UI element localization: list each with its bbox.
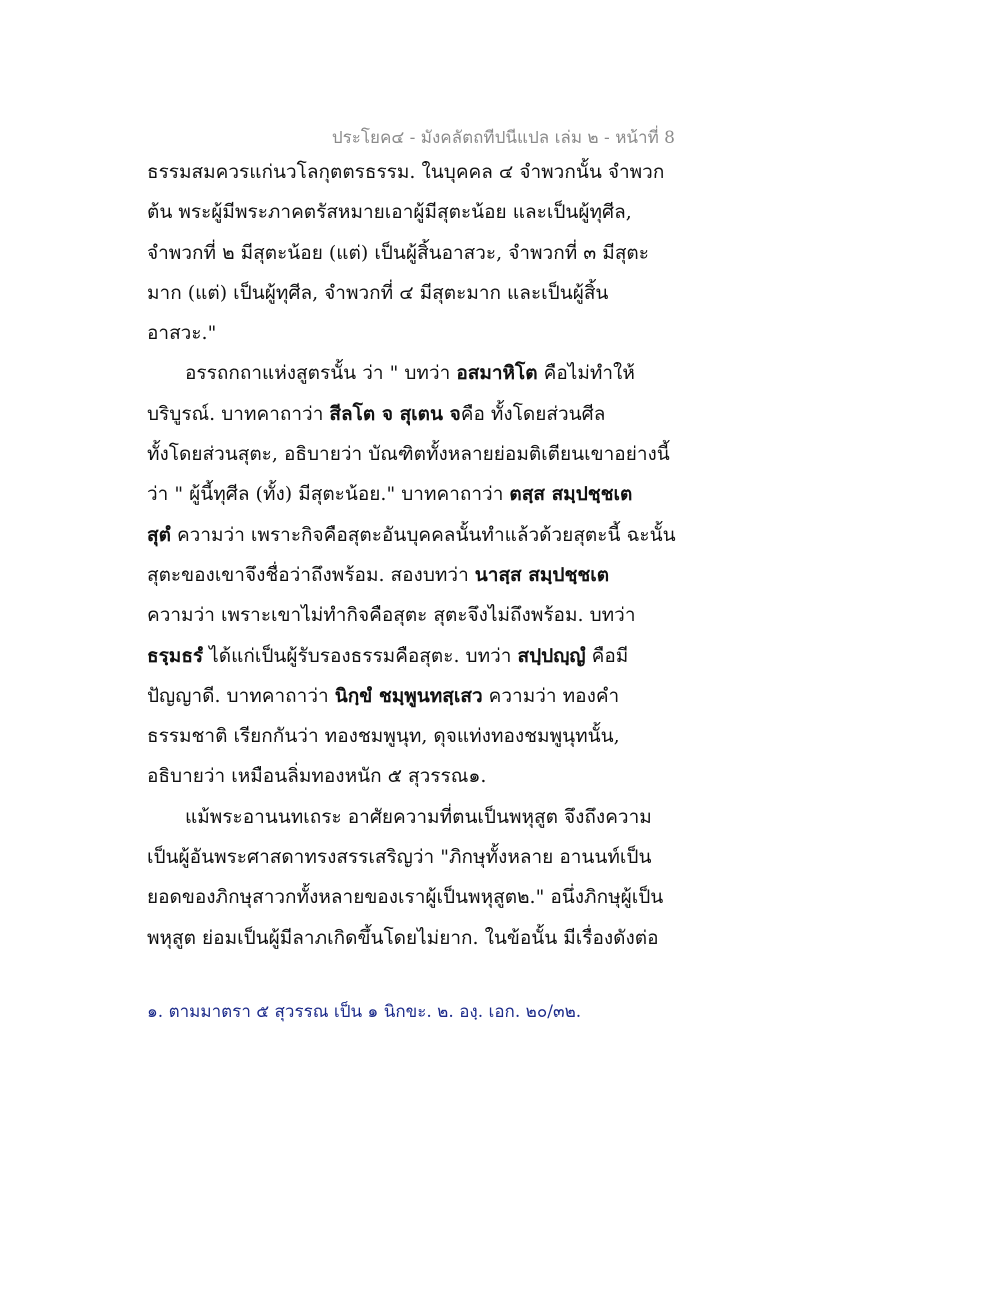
pali-term: สปฺปญฺญํ <box>517 644 586 667</box>
pali-term: นิกฺขํ ชมฺพูนทสฺเสว <box>334 684 483 707</box>
text-line: ธรรมชาติ เรียกกันว่า ทองชมพูนุท, ดุจแท่งทองชมพูนุทนั้น, <box>147 725 620 748</box>
text-segment: ปัญญาดี. บาทคาถาว่า <box>147 684 335 707</box>
body-text <box>147 152 687 958</box>
text-line <box>147 676 687 716</box>
text-line: แม้พระอานนทเถระ อาศัยความที่ตนเป็นพหุสูต จึงถึงความ <box>185 805 652 828</box>
text-line: พหุสูต ย่อมเป็นผู้มีลาภเกิดขึ้นโดยไม่ยาก. ในข้อนั้น มีเรื่องดังต่อ <box>147 926 659 949</box>
text-line <box>147 515 687 555</box>
text-segment: คือ ทั้งโดยส่วนศีล <box>460 402 606 425</box>
pali-term: สีลโต จ สุเตน จ <box>329 402 461 425</box>
text-segment: ความว่า เพราะกิจคือสุตะอันบุคคลนั้นทำแล้วด้วยสุตะนี้ ฉะนั้น <box>170 523 676 546</box>
text-line: ความว่า เพราะเขาไม่ทำกิจคือสุตะ สุตะจึงไม่ถึงพร้อม. บทว่า <box>147 604 636 627</box>
text-line <box>147 636 687 676</box>
pali-term: ตสฺส สมฺปชฺชเต <box>509 483 633 506</box>
text-line: เป็นผู้อันพระศาสดาทรงสรรเสริญว่า "ภิกษุทั้งหลาย อานนท์เป็น <box>147 846 652 869</box>
text-line <box>147 353 687 393</box>
text-line: อธิบายว่า เหมือนลิ่มทองหนัก ๕ สุวรรณ๑. <box>147 765 487 788</box>
text-segment: ความว่า ทองคำ <box>482 684 620 707</box>
text-segment: ว่า " ผู้นี้ทุศีล (ทั้ง) มีสุตะน้อย." บาทคาถาว่า <box>147 483 510 506</box>
text-line: อาสวะ." <box>147 322 217 345</box>
pali-term: นาสฺส สมฺปชฺชเต <box>474 563 610 586</box>
footnote: ๑. ตามมาตรา ๕ สุวรรณ เป็น ๑ นิกขะ. ๒. องฺ. เอก. ๒๐/๓๒. <box>147 1002 582 1022</box>
text-segment: อรรถกถาแห่งสูตรนั้น ว่า " บทว่า <box>185 362 457 385</box>
text-segment: บริบูรณ์. บาทคาถาว่า <box>147 402 330 425</box>
text-segment: คือมี <box>585 644 629 667</box>
text-line: จำพวกที่ ๒ มีสุตะน้อย (แต่) เป็นผู้สิ้นอาสวะ, จำพวกที่ ๓ มีสุตะ <box>147 241 649 264</box>
pali-term: อสมาหิโต <box>456 362 538 385</box>
text-line: ธรรมสมควรแก่นวโลกุตตรธรรม. ในบุคคล ๔ จำพวกนั้น จำพวก <box>147 161 665 183</box>
text-line: ยอดของภิกษุสาวกทั้งหลายของเราผู้เป็นพหุสูต๒." อนึ่งภิกษุผู้เป็น <box>147 886 664 909</box>
text-line <box>147 474 687 514</box>
pali-term: สุตํ <box>147 523 171 546</box>
text-line <box>147 394 687 434</box>
text-segment: ได้แก่เป็นผู้รับรองธรรมคือสุตะ. บทว่า <box>203 644 518 667</box>
text-line: ทั้งโดยส่วนสุตะ, อธิบายว่า บัณฑิตทั้งหลายย่อมติเตียนเขาอย่างนี้ <box>147 443 670 466</box>
text-line <box>147 555 687 595</box>
text-segment: สุตะของเขาจึงชื่อว่าถึงพร้อม. สองบทว่า <box>147 563 475 586</box>
text-line: ต้น พระผู้มีพระภาคตรัสหมายเอาผู้มีสุตะน้อย และเป็นผู้ทุศีล, <box>147 201 632 224</box>
pali-term: ธรฺมธรํ <box>147 644 204 667</box>
text-segment: คือไม่ทำให้ <box>537 362 635 385</box>
text-line: มาก (แต่) เป็นผู้ทุศีล, จำพวกที่ ๔ มีสุตะมาก และเป็นผู้สิ้น <box>147 281 609 304</box>
page-header: ประโยค๔ - มังคลัตถทีปนีแปล เล่ม ๒ - หน้าที่ 8 <box>331 128 675 148</box>
